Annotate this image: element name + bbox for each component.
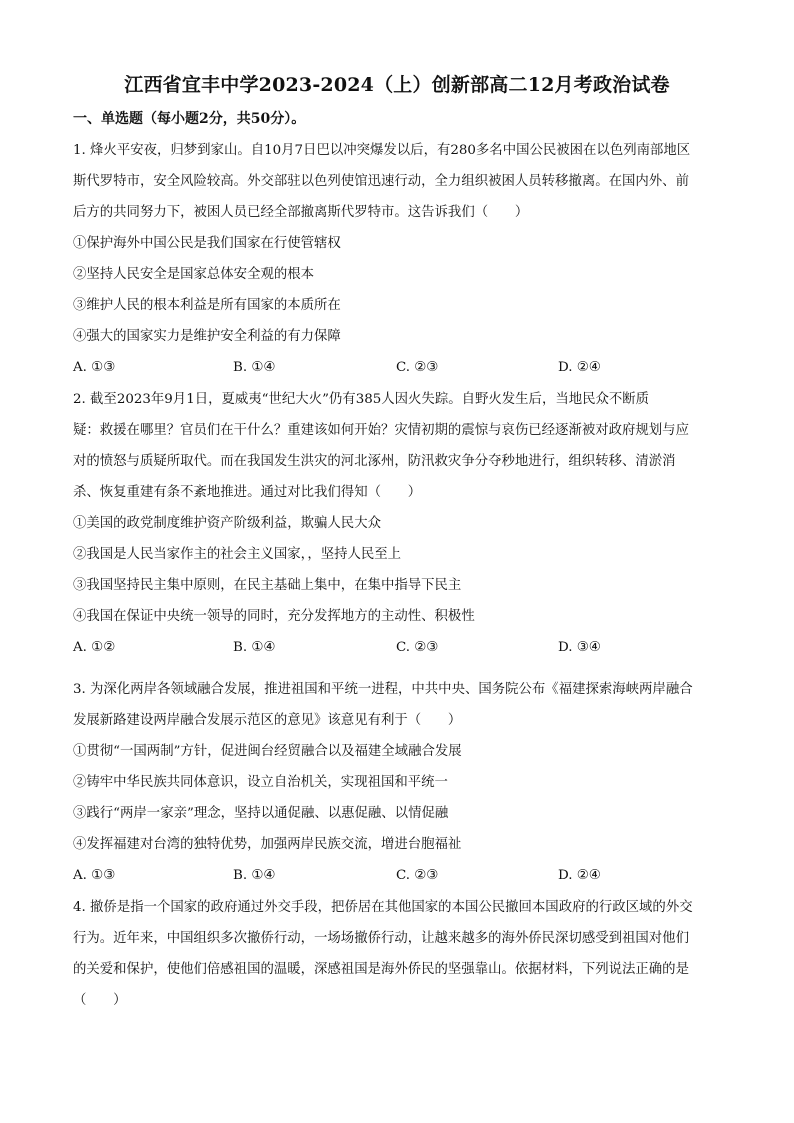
option-c: C. ②③ bbox=[396, 360, 439, 375]
question-text-line: 发展新路建设两岸融合发展示范区的意见》该意见有利于（ ） bbox=[73, 713, 462, 728]
question-text-line: 杀、恢复重建有条不紊地推进。通过对比我们得知（ ） bbox=[73, 485, 422, 500]
question-text-line: 斯代罗特市，安全风险较高。外交部驻以色列使馆迅速行动，全力组织被困人员转移撤离。在国内外、前 bbox=[73, 174, 689, 189]
statement-item: ④我国在保证中央统一领导的同时，充分发挥地方的主动性、积极性 bbox=[73, 609, 475, 624]
question-text-line: （ ） bbox=[73, 993, 127, 1008]
statement-item: ③践行“两岸一家亲”理念，坚持以通促融、以惠促融、以情促融 bbox=[73, 806, 449, 821]
section-heading: 一、单选题（每小题2分，共50分）。 bbox=[73, 111, 306, 127]
statement-item: ④强大的国家实力是维护安全利益的有力保障 bbox=[73, 329, 341, 344]
question-text-line: 对的愤怒与质疑所取代。而在我国发生洪灾的河北涿州，防汛救灾争分夺秒地进行，组织转移、清淤消 bbox=[73, 454, 676, 469]
option-c: C. ②③ bbox=[396, 868, 439, 883]
option-a: A. ①③ bbox=[73, 360, 116, 375]
statement-item: ④发挥福建对台湾的独特优势，加强两岸民族交流，增进台胞福祉 bbox=[73, 837, 462, 852]
question-text-line: 4. 撤侨是指一个国家的政府通过外交手段，把侨居在其他国家的本国公民撤回本国政府的行政区域的外交 bbox=[73, 900, 693, 915]
question-text-line: 疑：救援在哪里？官员们在干什么？重建该如何开始？灾情初期的震惊与哀伤已经逐渐被对政府规划与应 bbox=[73, 423, 689, 438]
statement-item: ①贯彻“一国两制”方针，促进闽台经贸融合以及福建全域融合发展 bbox=[73, 744, 462, 759]
question-text-line: 行为。近年来，中国组织多次撤侨行动，一场场撤侨行动，让越来越多的海外侨民深切感受到祖国对他们 bbox=[73, 931, 689, 946]
statement-item: ②铸牢中华民族共同体意识，设立自治机关，实现祖国和平统一 bbox=[73, 775, 448, 790]
question-text-line: 后方的共同努力下，被困人员已经全部撤离斯代罗特市。这告诉我们（ ） bbox=[73, 205, 529, 220]
option-a: A. ①③ bbox=[73, 868, 116, 883]
statement-item: ③维护人民的根本利益是所有国家的本质所在 bbox=[73, 298, 341, 313]
option-b: B. ①④ bbox=[233, 868, 276, 883]
question-text-line: 2. 截至2023年9月1日，夏威夷“世纪大火”仍有385人因火失踪。自野火发生后，当地民众不断质 bbox=[73, 392, 650, 407]
option-b: B. ①④ bbox=[233, 360, 276, 375]
statement-item: ③我国坚持民主集中原则，在民主基础上集中，在集中指导下民主 bbox=[73, 578, 462, 593]
question-text-line: 的关爱和保护，使他们倍感祖国的温暖，深感祖国是海外侨民的坚强靠山。依据材料，下列说法正确的是 bbox=[73, 962, 689, 977]
statement-item: ①美国的政党制度维护资产阶级利益，欺骗人民大众 bbox=[73, 516, 381, 531]
option-c: C. ②③ bbox=[396, 640, 439, 655]
option-d: D. ③④ bbox=[558, 640, 601, 655]
option-a: A. ①② bbox=[73, 640, 116, 655]
option-d: D. ②④ bbox=[558, 868, 601, 883]
statement-item: ①保护海外中国公民是我们国家在行使管辖权 bbox=[73, 236, 341, 251]
statement-item: ②我国是人民当家作主的社会主义国家，，坚持人民至上 bbox=[73, 547, 402, 562]
question-text-line: 1. 烽火平安夜，归梦到家山。自10月7日巴以冲突爆发以后，有280多名中国公民被困在以色列南部地区 bbox=[73, 143, 691, 158]
option-d: D. ②④ bbox=[558, 360, 601, 375]
exam-title: 江西省宜丰中学2023-2024（上）创新部高二12月考政治试卷 bbox=[124, 74, 670, 96]
question-text-line: 3. 为深化两岸各领域融合发展，推进祖国和平统一进程，中共中央、国务院公布《福建探索海峡两岸融合 bbox=[73, 682, 693, 697]
statement-item: ②坚持人民安全是国家总体安全观的根本 bbox=[73, 267, 315, 282]
option-b: B. ①④ bbox=[233, 640, 276, 655]
